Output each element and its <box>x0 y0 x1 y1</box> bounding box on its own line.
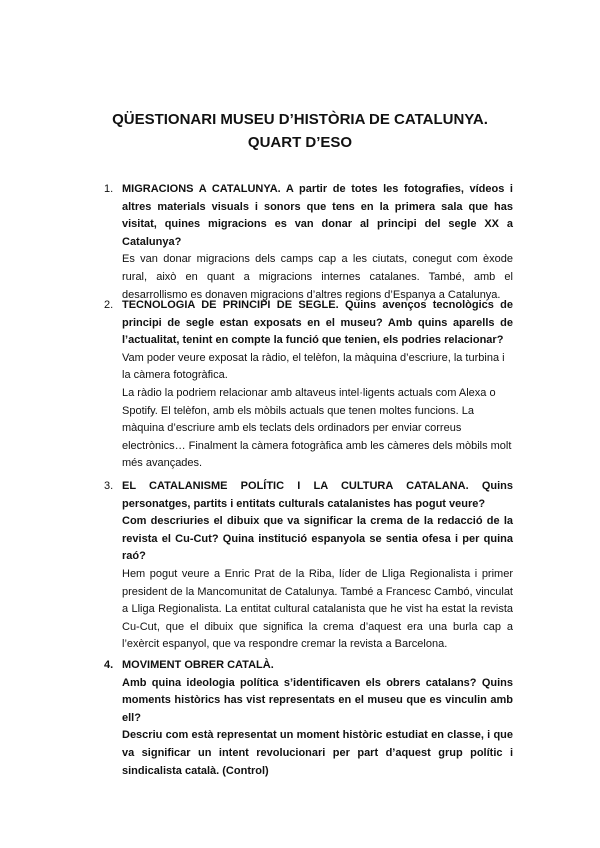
question-number: 2. <box>104 299 114 311</box>
question-paragraph: Com descriuries el dibuix que va significar la crema de la redacció de la revista el Cu-Cut? Quina institució espanyola se sentia ofesa i per quina raó? <box>122 515 513 563</box>
question-number: 1. <box>104 183 114 195</box>
answer-paragraph: Es van donar migracions dels camps cap a les ciutats, conegut com èxode rural, això en quant a migracions internes catalanes. També, amb el desarrollismo es donaven migracions d’altres regions d’Espanya a Catalunya. <box>122 253 513 301</box>
question-number: 3. <box>104 480 114 492</box>
question-item-2 <box>104 297 514 473</box>
question-paragraph: TECNOLOGIA DE PRINCIPI DE SEGLE. Quins avenços tecnològics de principi de segle estan exposats en el museu? Amb quins aparells de l’actualitat, tenint en compte la funció que tenien, els podries relacionar? <box>122 299 513 347</box>
answer-paragraph: Hem pogut veure a Enric Prat de la Riba, líder de Lliga Regionalista i primer president de la Mancomunitat de Catalunya. També a Francesc Cambó, vinculat a Lliga Regionalista. La entitat cultural catalanista que he vist ha estat la revista Cu-Cut, que el dibuix que significa la crema d’aquest era una burla cap a l’exèrcit espanyol, que va respondre cremar la revista a Barcelona. <box>122 567 513 651</box>
question-paragraph: MIGRACIONS A CATALUNYA. A partir de totes les fotografies, vídeos i altres materials visuals i sonors que tens en la primera sala que has visitat, quines migracions es van donar al principi del segle XX a Catalunya? <box>122 183 513 248</box>
question-item-3 <box>104 478 514 654</box>
question-number: 4. <box>104 659 114 671</box>
question-text <box>122 297 513 350</box>
question-text <box>122 657 513 780</box>
question-paragraph: MOVIMENT OBRER CATALÀ. <box>122 659 274 671</box>
answer-text <box>122 350 513 473</box>
question-item-4 <box>104 657 514 780</box>
title-line-2: QUART D’ESO <box>247 134 353 151</box>
document-title <box>0 108 600 154</box>
answer-paragraph: Vam poder veure exposat la ràdio, el telèfon, la màquina d’escriure, la turbina i la càmera fotogràfica. <box>122 351 505 382</box>
question-paragraph: Amb quina ideologia política s’identificaven els obrers catalans? Quins moments històrics has vist representats en el museu que es vinculin amb ell? <box>122 676 513 724</box>
question-text <box>122 181 513 251</box>
question-paragraph: EL CATALANISME POLÍTIC I LA CULTURA CATALANA. Quins personatges, partits i entitats culturals catalanistes has pogut veure? <box>122 480 513 510</box>
answer-paragraph: La ràdio la podriem relacionar amb altaveus intel·ligents actuals com Alexa o Spotify. El telèfon, amb els mòbils actuals que tenen moltes funcions. La màquina d’escriure amb els teclats dels ordinadors per enviar correus electrònics… Finalment la càmera fotogràfica amb les càmeres dels mòbils molt més avançades. <box>122 386 512 470</box>
answer-text <box>122 566 513 654</box>
question-item-1 <box>104 181 514 304</box>
question-text <box>122 478 513 566</box>
question-paragraph: Descriu com està representat un moment històric estudiat en classe, i que va significar un intent revolucionari per part d’aquest grup polític i sindicalista català. (Control) <box>122 729 513 777</box>
title-line-1: QÜESTIONARI MUSEU D’HISTÒRIA DE CATALUNYA. <box>112 111 488 128</box>
